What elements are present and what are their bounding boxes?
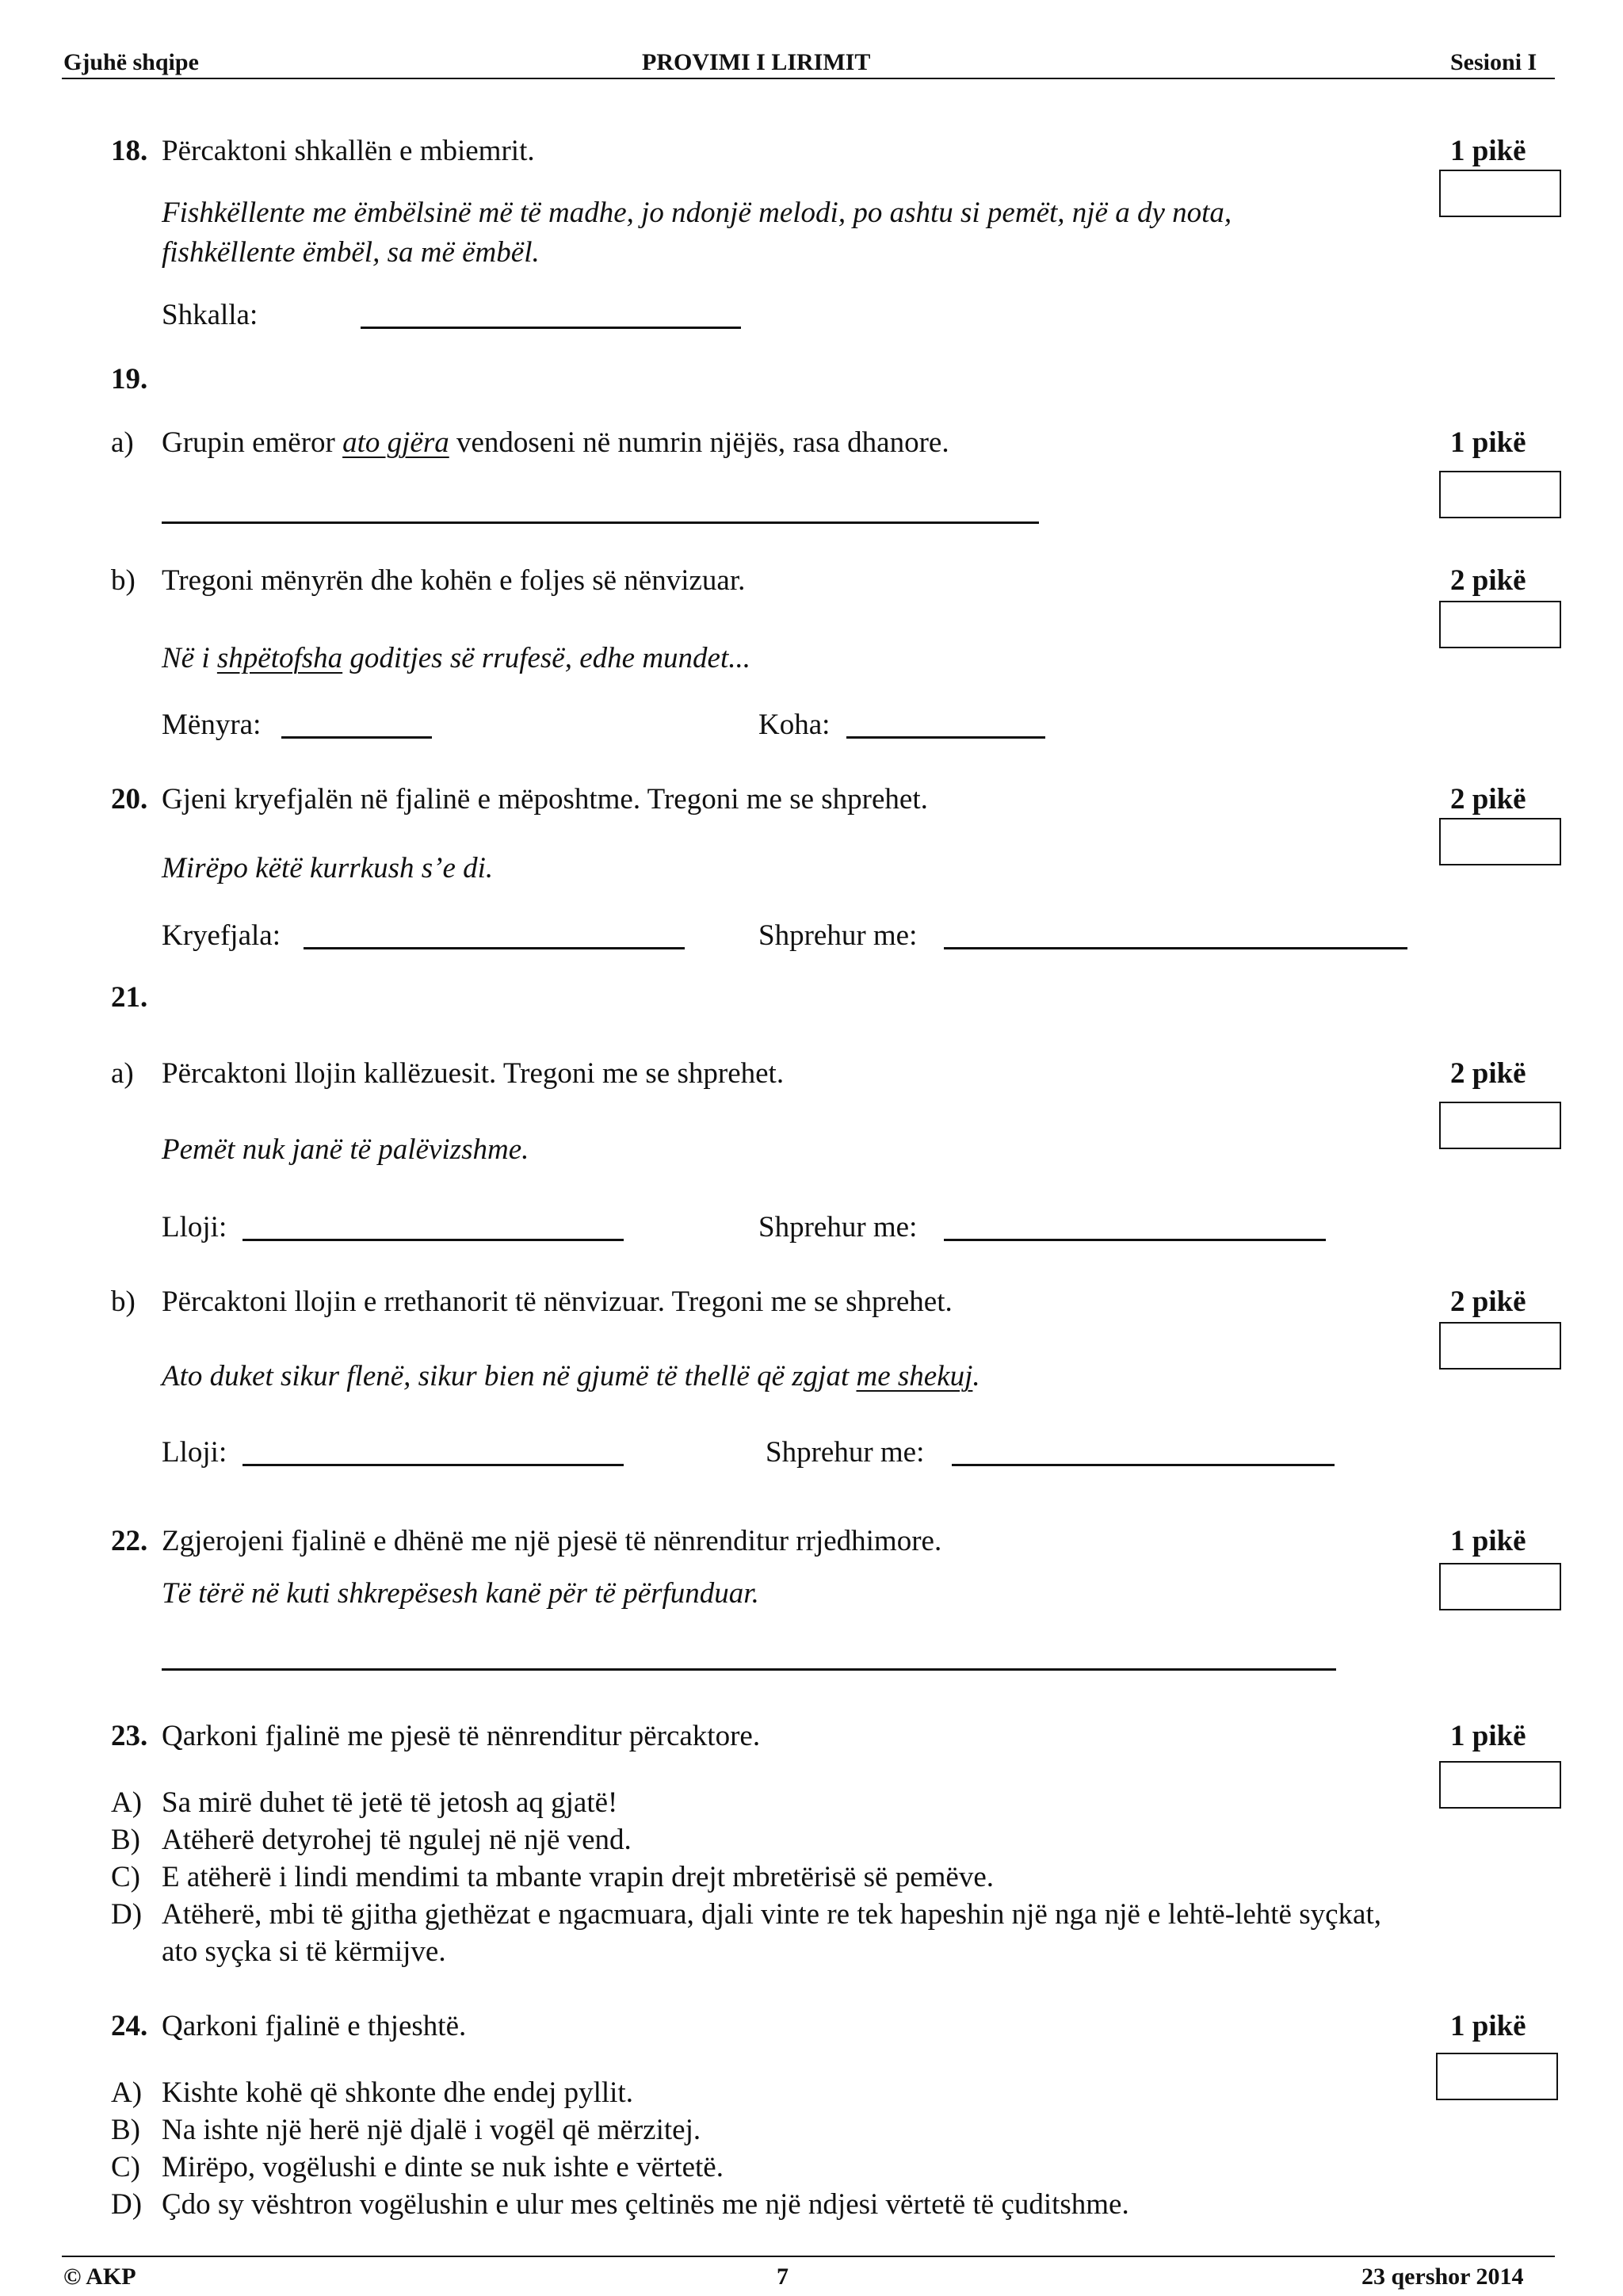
q21a-label-expressed: Shprehur me: [758,1211,918,1244]
q21b-letter: b) [111,1286,136,1318]
q21b-type-line[interactable] [242,1464,624,1466]
q20-text: Mirëpo këtë kurrkush s’e di. [162,852,494,884]
footer-rule [62,2256,1555,2257]
footer-page-number: 7 [777,2264,789,2290]
q19b-underlined-verb: shpëtofsha [216,642,343,674]
q21b-points: 2 pikë [1450,1286,1526,1318]
q21b-prompt: Përcaktoni llojin e rrethanorit të nënvizuar. Tregoni me se shprehet. [162,1286,953,1318]
q21a-type-line[interactable] [242,1239,624,1241]
q24-points: 1 pikë [1450,2010,1526,2042]
header-session: Sesioni I [1450,49,1537,75]
q21a-text: Pemët nuk janë të palëvizshme. [162,1133,529,1166]
q23-prompt: Qarkoni fjalinë me pjesë të nënrenditur përcaktore. [162,1720,761,1752]
q19b-letter: b) [111,564,136,597]
q20-label-expressed: Shprehur me: [758,919,918,952]
q19b-prompt: Tregoni mënyrën dhe kohën e foljes së nënvizuar. [162,564,746,597]
q23-points: 1 pikë [1450,1720,1526,1752]
q19a-answer-line[interactable] [162,521,1039,524]
q20-number: 20. [111,783,148,816]
q21b-label-expressed: Shprehur me: [766,1436,925,1469]
q18-text-line1: Fishkëllente me ëmbëlsinë më të madhe, jo ndonjë melodi, po ashtu si pemët, një a dy nota, [162,197,1232,229]
q18-answer-line[interactable] [361,327,741,329]
q22-answer-line[interactable] [162,1668,1336,1671]
q21a-letter: a) [111,1057,134,1090]
q21b-score-box[interactable] [1439,1322,1561,1370]
header-exam-title: PROVIMI I LIRIMIT [642,49,871,75]
q21b-label-type: Lloji: [162,1436,227,1469]
q19b-mood-line[interactable] [281,736,432,739]
q21b-text: Ato duket sikur flenë, sikur bien në gjumë të thellë që zgjat me shekuj. [162,1360,980,1392]
q21a-points: 2 pikë [1450,1057,1526,1090]
q20-subject-line[interactable] [304,947,685,949]
q19b-tense-line[interactable] [846,736,1045,739]
header-rule [62,78,1555,79]
q19b-text: Në i shpëtofsha goditjes së rrufesë, edhe mundet... [162,642,750,674]
q22-number: 22. [111,1525,148,1557]
q18-label: Shkalla: [162,299,258,331]
q19a-underlined-phrase: ato gjëra [342,426,449,459]
footer-copyright: © AKP [63,2264,136,2290]
q20-label-subject: Kryefjala: [162,919,281,952]
q18-points: 1 pikë [1450,135,1526,167]
q20-prompt: Gjeni kryefjalën në fjalinë e mëposhtme. Tregoni me se shprehet. [162,783,928,816]
q22-text: Të tërë në kuti shkrepësesh kanë për të përfunduar. [162,1577,759,1610]
q21b-expressed-line[interactable] [952,1464,1335,1466]
q19b-score-box[interactable] [1439,601,1561,648]
q19b-points: 2 pikë [1450,564,1526,597]
q18-prompt: Përcaktoni shkallën e mbiemrit. [162,135,535,167]
q18-text-line2: fishkëllente ëmbël, sa më ëmbël. [162,236,540,269]
q19a-letter: a) [111,426,134,459]
q24-prompt: Qarkoni fjalinë e thjeshtë. [162,2010,467,2042]
header-subject: Gjuhë shqipe [63,49,199,75]
q21-number: 21. [111,981,148,1014]
q23-score-box[interactable] [1439,1761,1561,1809]
q22-prompt: Zgjerojeni fjalinë e dhënë me një pjesë të nënrenditur rrjedhimore. [162,1525,942,1557]
q19-number: 19. [111,363,148,395]
q21a-expressed-line[interactable] [944,1239,1326,1241]
q18-score-box[interactable] [1439,170,1561,217]
q21a-label-type: Lloji: [162,1211,227,1244]
q19b-label-mood: Mënyra: [162,709,262,741]
q19a-prompt: Grupin emëror ato gjëra vendoseni në numrin njëjës, rasa dhanore. [162,426,949,459]
q24-number: 24. [111,2010,148,2042]
q19a-points: 1 pikë [1450,426,1526,459]
q18-number: 18. [111,135,148,167]
q20-expressed-line[interactable] [944,947,1407,949]
q19b-label-tense: Koha: [758,709,831,741]
q21a-score-box[interactable] [1439,1102,1561,1149]
q23-number: 23. [111,1720,148,1752]
q24-score-box[interactable] [1436,2053,1558,2100]
q20-points: 2 pikë [1450,783,1526,816]
q20-score-box[interactable] [1439,818,1561,865]
q21a-prompt: Përcaktoni llojin kallëzuesit. Tregoni me se shprehet. [162,1057,785,1090]
q22-points: 1 pikë [1450,1525,1526,1557]
q22-score-box[interactable] [1439,1563,1561,1610]
footer-date: 23 qershor 2014 [1361,2264,1524,2290]
q19a-score-box[interactable] [1439,471,1561,518]
q21b-underlined-phrase: me shekuj [856,1360,973,1392]
